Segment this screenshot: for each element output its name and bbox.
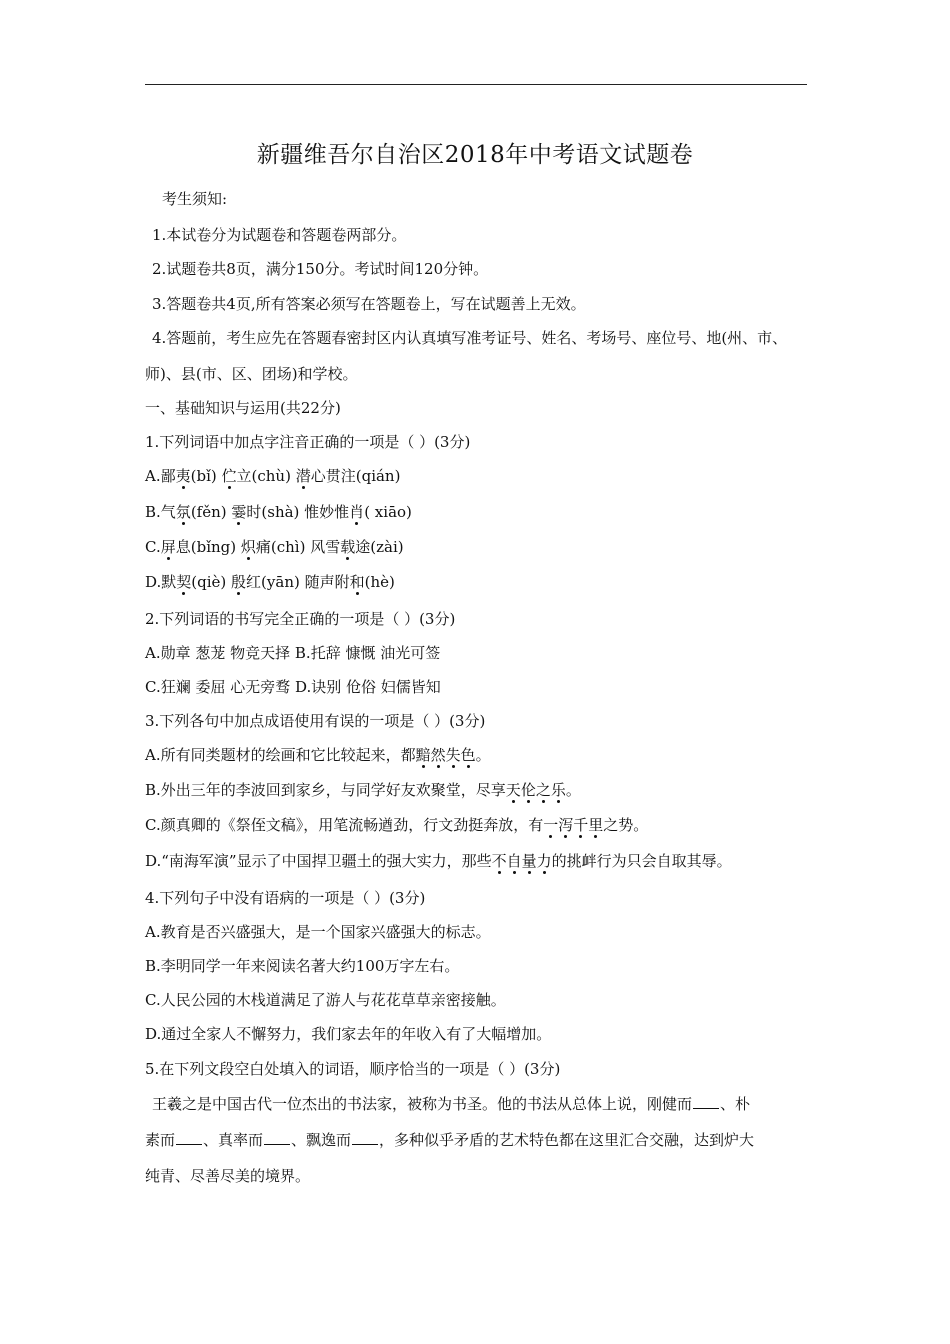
fill-blank-1 [693,1094,719,1109]
question-3-stem: 3.下列各句中加点成语使用有误的一项是（ ）(3分) [145,712,486,730]
section-heading: 一、基础知识与运用(共22分) [145,399,341,417]
question-5-passage-line-2: 素而 、真率而 、飘逸而 ，多种似乎矛盾的艺术特色都在这里汇合交融，达到炉大 [145,1131,755,1149]
question-1-stem: 1.下列词语中加点字注音正确的一项是（ ）(3分) [145,433,471,451]
question-4-option-c: C.人民公园的木栈道满足了游人与花花草草亲密接触。 [145,991,506,1009]
question-5-passage-line-1: 王羲之是中国古代一位杰出的书法家，被称为书圣。他的书法从总体上说，刚健而 、朴 [152,1095,751,1113]
question-4-option-b: B.李明同学一年来阅读名著大约100万字左右。 [145,957,460,975]
question-3-option-c: C.颜真卿的《祭侄文稿》，用笔流畅遒劲，行文劲挺奔放，有一泻千里之势。 [145,816,649,834]
header-rule [145,84,807,85]
question-1-option-c: C.屏息(bǐng) 炽痛(chì) 风雪载途(zài) [145,538,404,556]
question-4-option-a: A.教育是否兴盛强大，是一个国家兴盛强大的标志。 [145,923,491,941]
question-3-option-b: B.外出三年的李波回到家乡，与同学好友欢聚堂，尽享天伦之乐。 [145,781,581,799]
fill-blank-4 [352,1130,378,1145]
question-5-stem: 5.在下列文段空白处填入的词语，顺序恰当的一项是（ ）(3分) [145,1060,561,1078]
question-1-option-b: B.气氛(fěn) 霎时(shà) 惟妙惟肖( xiāo) [145,503,412,521]
question-2-options-ab: A.勋章 葱茏 物竞天择 B.托辞 慷慨 油光可签 [145,644,441,662]
notice-heading: 考生须知: [162,190,228,208]
notice-item-4-cont: 师)、县(市、区、团场)和学校。 [145,365,358,383]
notice-item-1: 1.本试卷分为试题卷和答题卷两部分。 [152,226,407,244]
question-1-option-a: A.鄙夷(bǐ) 伫立(chù) 潜心贯注(qián) [145,467,401,485]
fill-blank-3 [264,1130,290,1145]
question-2-options-cd: C.狂斓 委屈 心无旁骛 D.诀别 伧俗 妇儒皆知 [145,678,441,696]
notice-item-3: 3.答题卷共4页,所有答案必须写在答题卷上，写在试题善上无效。 [152,295,586,313]
question-4-option-d: D.通过全家人不懈努力，我们家去年的年收入有了大幅增加。 [145,1025,552,1043]
notice-item-4: 4.答题前，考生应先在答题春密封区内认真填写准考证号、姓名、考场号、座位号、地(州、市、 [152,329,788,347]
question-5-passage-line-3: 纯青、尽善尽美的境界。 [145,1167,311,1185]
question-2-stem: 2.下列词语的书写完全正确的一项是（ ）(3分) [145,610,456,628]
fill-blank-2 [176,1130,202,1145]
page-title: 新疆维吾尔自治区2018年中考语文试题卷 [256,142,694,168]
question-4-stem: 4.下列句子中没有语病的一项是（ ）(3分) [145,889,426,907]
notice-item-2: 2.试题卷共8页，满分150分。考试时间120分钟。 [152,260,489,278]
question-1-option-d: D.默契(qiè) 殷红(yān) 随声附和(hè) [145,573,395,591]
question-3-option-d: D.“南海军演”显示了中国捍卫疆土的强大实力，那些不自量力的挑衅行为只会自取其辱。 [145,852,732,870]
question-3-option-a: A.所有同类题材的绘画和它比较起来，都黯然失色。 [145,746,491,764]
